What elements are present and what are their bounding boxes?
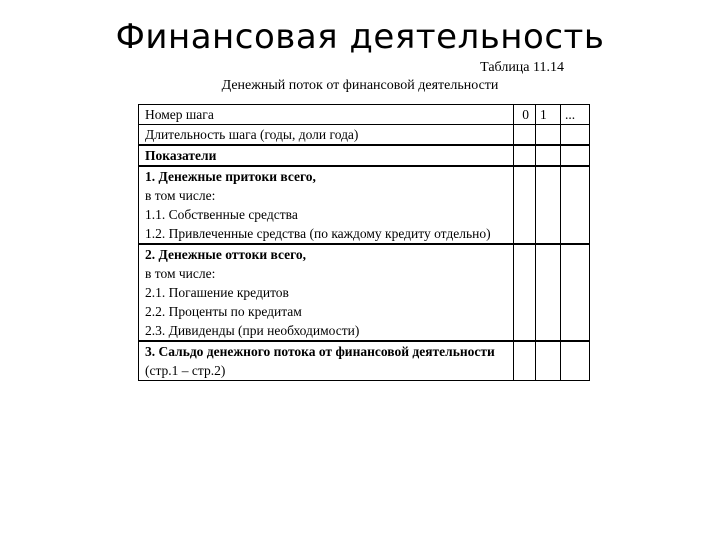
outflow-item-loan-repayment: 2.1. Погашение кредитов (145, 285, 289, 300)
inflows-including: в том числе: (145, 188, 216, 203)
table-row-indicators (139, 145, 590, 166)
step-1-header: 1 (536, 105, 561, 125)
table-row-outflows (139, 244, 590, 341)
table-row-step-number (139, 105, 590, 125)
duration-cell-more (561, 125, 590, 146)
balance-title: 3. Сальдо денежного потока от финансовой деятельности (145, 344, 495, 359)
outflow-item-loan-interest: 2.2. Проценты по кредитам (145, 304, 302, 319)
table-caption: Денежный поток от финансовой деятельности (221, 78, 499, 93)
outflows-title: 2. Денежные оттоки всего, (145, 247, 307, 262)
step-number-label: Номер шага (139, 105, 514, 125)
cash-flow-table (138, 104, 590, 381)
inflows-title: 1. Денежные притоки всего, (145, 169, 316, 184)
duration-label: Длительность шага (годы, доли года) (139, 125, 514, 146)
duration-cell-0 (514, 125, 536, 146)
outflow-item-dividends: 2.3. Дивиденды (при необходимости) (145, 323, 360, 338)
inflow-item-borrowed-funds: 1.2. Привлеченные средства (по каждому кредиту отдельно) (145, 226, 491, 241)
step-0-header: 0 (514, 105, 536, 125)
indicators-label: Показатели (139, 145, 514, 166)
inflow-item-own-funds: 1.1. Собственные средства (145, 207, 298, 222)
table-row-duration (139, 125, 590, 146)
step-more-header: ... (561, 105, 590, 125)
table-number: Таблица 11.14 (480, 60, 564, 75)
balance-cell (139, 341, 514, 381)
slide-title: Финансовая деятельность (115, 17, 605, 57)
table-row-balance (139, 341, 590, 381)
table-row-inflows (139, 166, 590, 244)
balance-formula: (стр.1 – стр.2) (145, 363, 226, 378)
outflows-including: в том числе: (145, 266, 216, 281)
duration-cell-1 (536, 125, 561, 146)
inflows-cell (139, 166, 514, 244)
outflows-cell (139, 244, 514, 341)
